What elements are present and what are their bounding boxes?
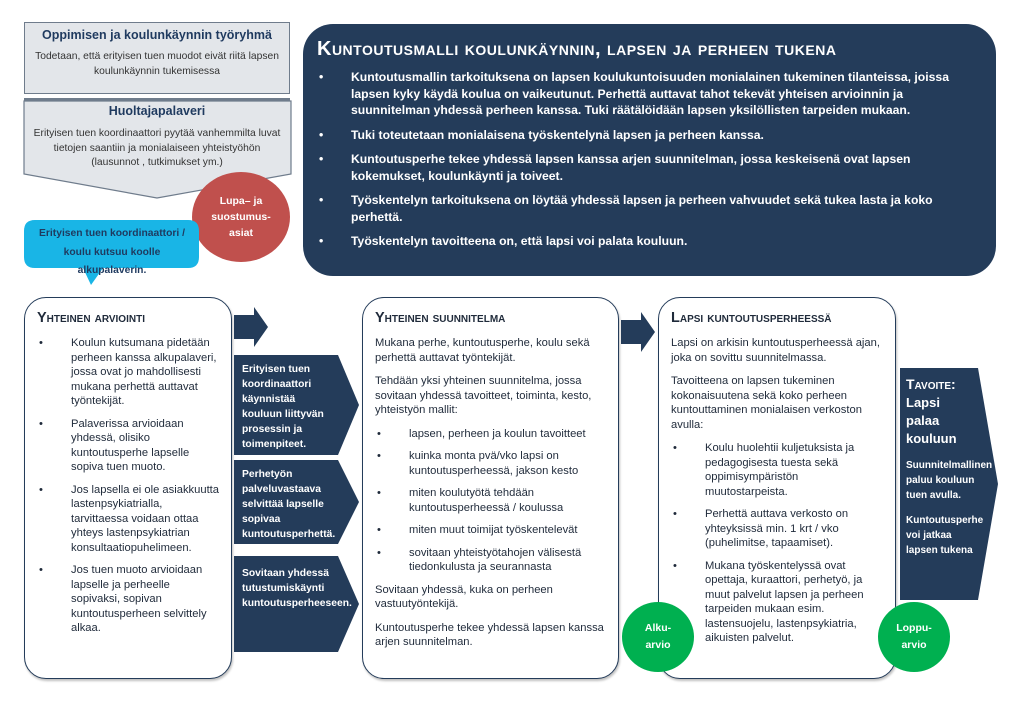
- step-2-text: Perhetyön palveluvastaava selvittää lapselle sopivaa kuntoutusperhettä.: [242, 469, 336, 540]
- end-assessment-circle: [878, 602, 950, 672]
- plan-list: [375, 427, 606, 575]
- plan-lead: Tehdään yksi yhteinen suunnitelma, jossa sovitaan yhdessä tavoitteet, toiminta, kesto, yhteistyön mallit:: [375, 375, 592, 416]
- plan-after-2: Kuntoutusperhe tekee yhdessä lapsen kanssa arjen suunnitelman.: [375, 621, 604, 648]
- child-list: [671, 441, 883, 646]
- goal-text-2: Kuntoutusperhe voi jatkaa lapsen tukena: [906, 515, 984, 556]
- child-item: • Koulu huolehtii kuljetuksista ja pedagogisesta tuesta sekä oppimisympäristön muutostarpeista.: [705, 441, 883, 499]
- assessment-item: • Koulun kutsumana pidetään perheen kanssa alkupalaveri, jossa ovat jo mahdollisesti mukana perhettä auttavat työntekijät.: [71, 336, 219, 409]
- goal-label: Tavoite:: [906, 376, 956, 392]
- workgroup-box: [24, 22, 290, 94]
- main-item: • Työskentelyn tarkoituksena on löytää yhdessä lapsen ja perheen vahvuudet sekä tukea lasta ja koko perhettä.: [351, 192, 978, 225]
- main-info-box: [303, 24, 996, 276]
- assessment-title: Yhteinen arviointi: [37, 310, 145, 326]
- child-p1: Lapsi on arkisin kuntoutusperheessä ajan, joka on sovittu suunnitelmassa.: [671, 337, 880, 364]
- assessment-item: • Palaverissa arvioidaan yhdessä, olisiko kuntoutusperhe lapselle sopiva tuen muoto.: [71, 417, 219, 475]
- guardian-meeting-text: Erityisen tuen koordinaattori pyytää vanhemmilta luvat tietojen saantiin ja monialaiseen yhteistyöhön (lausunnot , tutkimukset ym.): [33, 128, 281, 168]
- plan-item: • miten muut toimijat työskentelevät: [409, 523, 606, 538]
- step-1: [234, 356, 342, 458]
- main-list: [317, 69, 978, 250]
- plan-item: • lapsen, perheen ja koulun tavoitteet: [409, 427, 606, 442]
- start-assessment-circle: [622, 602, 694, 672]
- goal-main: Lapsi palaa kouluun: [906, 395, 957, 446]
- step-3: [234, 560, 352, 617]
- plan-item: • sovitaan yhteistyötahojen välisestä tiedonkulusta ja seurannasta: [409, 546, 606, 575]
- assessment-item: • Jos tuen muoto arvioidaan lapselle ja perheelle sopivaksi, sopivan kuntoutusperheen selvittely alkaa.: [71, 563, 219, 636]
- main-title: Kuntoutusmalli koulunkäynnin, lapsen ja perheen tukena: [317, 38, 837, 60]
- arrow-right-icon: [234, 307, 270, 347]
- coordinator-callout: [28, 223, 196, 279]
- main-item: • Tuki toteutetaan monialaisena työskentelynä lapsen ja perheen kanssa.: [351, 127, 978, 144]
- child-title: Lapsi kuntoutusperheessä: [671, 310, 832, 326]
- guardian-meeting-box: [24, 104, 290, 171]
- child-item: • Mukana työskentelyssä ovat opettaja, kuraattori, perhetyö, ja muut palvelut lapsen ja perheen tarpeiden mukaan esim. lastensuojelu, lastenpsykiatria, aikuisten palvelut.: [705, 559, 883, 646]
- plan-intro: Mukana perhe, kuntoutusperhe, koulu sekä perhettä auttavat työntekijät.: [375, 337, 590, 364]
- main-item: • Työskentelyn tavoitteena on, että lapsi voi palata kouluun.: [351, 233, 978, 250]
- end-assessment-text: Loppu-arvio: [896, 622, 932, 651]
- plan-item: • kuinka monta pvä/vko lapsi on kuntoutusperheessä, jakson kesto: [409, 449, 606, 478]
- permission-text: Lupa– ja suostumus-asiat: [211, 195, 271, 239]
- plan-item: • miten koulutyötä tehdään kuntoutusperheessä / koulussa: [409, 486, 606, 515]
- workgroup-text: Todetaan, että erityisen tuen muodot eivät riitä lapsen koulunkäynnin tukemisessa: [35, 51, 279, 77]
- start-assessment-text: Alku-arvio: [644, 622, 672, 651]
- child-box: [658, 297, 896, 679]
- step-3-text: Sovitaan yhdessä tutustumiskäynti kuntoutusperheeseen.: [242, 568, 352, 609]
- child-p2: Tavoitteena on lapsen tukeminen kokonaisuutena sekä koko perheen kuntouttaminen monialaisen verkoston avulla:: [671, 375, 862, 431]
- goal-box: [900, 372, 993, 562]
- child-item: • Perhettä auttava verkosto on yhteyksissä min. 1 krt / vko (puhelimitse, tapaamiset).: [705, 507, 883, 551]
- plan-title: Yhteinen suunnitelma: [375, 310, 506, 326]
- main-item: • Kuntoutusperhe tekee yhdessä lapsen kanssa arjen suunnitelman, jossa keskeisenä ovat lapsen kokemukset, koulunkäynti ja toiveet.: [351, 151, 978, 184]
- main-item: • Kuntoutusmallin tarkoituksena on lapsen koulukuntoisuuden monialainen tukeminen tilanteissa, joissa lapsen kyky käydä koulua on vaikeutunut. Perhettä auttavat tahot tekevät yhteisen arvioinnin ja suunnitelman yhdessä perheen kanssa. Tuki räätälöidään lapsen yksilöllisten tarpeiden mukaan.: [351, 69, 978, 119]
- assessment-box: [24, 297, 232, 679]
- step-1-text: Erityisen tuen koordinaattori käynnistää kouluun liittyvän prosessin ja toimenpiteet.: [242, 364, 324, 450]
- coordinator-callout-text: Erityisen tuen koordinaattori / koulu kutsuu koolle alkupalaverin.: [39, 228, 185, 276]
- goal-text-1: Suunnitelmallinen paluu kouluun tuen avulla.: [906, 460, 993, 501]
- arrow-right-icon: [621, 312, 657, 352]
- step-2: [234, 461, 342, 548]
- permission-circle: [192, 172, 290, 262]
- plan-box: [362, 297, 619, 679]
- guardian-meeting-title: Huoltajapalaveri: [108, 104, 206, 118]
- workgroup-title: Oppimisen ja koulunkäynnin työryhmä: [42, 28, 272, 42]
- assessment-list: [37, 336, 219, 636]
- assessment-item: • Jos lapsella ei ole asiakkuutta lastenpsykiatrialla, tarvittaessa voidaan ottaa yhteys lastenpsykiatrian konsultaatiopuhelimeen.: [71, 483, 219, 556]
- plan-after-1: Sovitaan yhdessä, kuka on perheen vastuutyöntekijä.: [375, 583, 553, 610]
